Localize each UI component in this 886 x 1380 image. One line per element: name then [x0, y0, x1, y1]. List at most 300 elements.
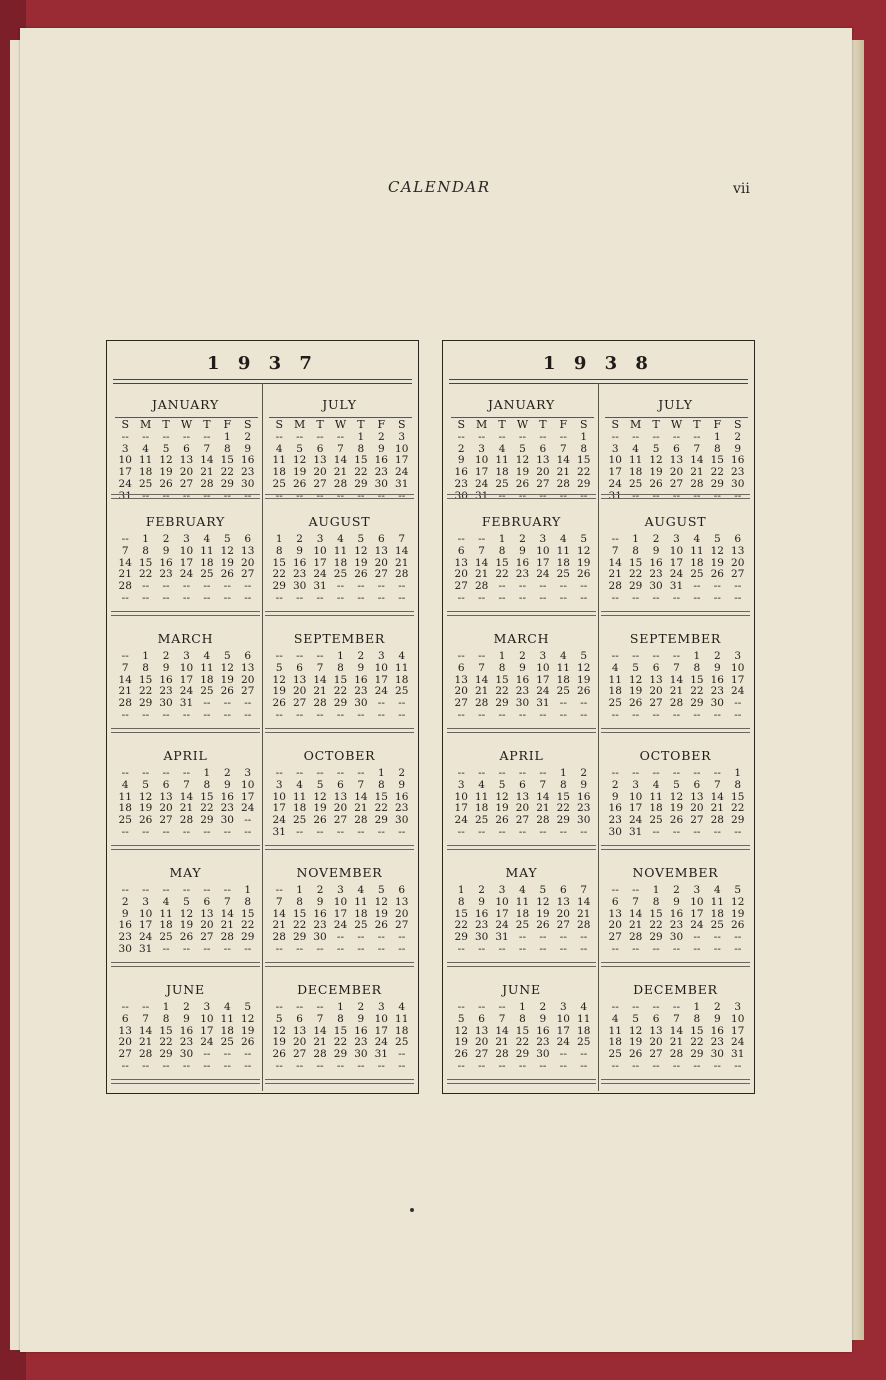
day-cell: 17 — [333, 907, 348, 920]
day-cell: 22 — [220, 466, 234, 479]
day-cell: 20 — [179, 466, 194, 479]
month-october — [601, 736, 750, 850]
month-august — [265, 502, 414, 616]
month-rule — [265, 494, 414, 499]
weekday-label: S — [275, 418, 283, 431]
day-cell: 22 — [333, 685, 348, 698]
month-name: JULY — [322, 397, 357, 412]
day-cell: 15 — [577, 454, 591, 467]
day-cell: -- — [336, 430, 345, 443]
day-cell: 21 — [179, 802, 194, 815]
day-cell: 6 — [457, 544, 465, 557]
month-july — [265, 385, 414, 502]
day-cell: -- — [182, 884, 191, 896]
day-cell: -- — [713, 931, 721, 944]
day-cell: 8 — [337, 1012, 344, 1025]
day-cell: 26 — [138, 814, 153, 827]
day-cell: 16 — [354, 673, 368, 686]
week-row — [451, 479, 594, 491]
month-day-grid — [451, 534, 594, 605]
day-cell: -- — [162, 489, 170, 502]
day-cell: -- — [457, 430, 465, 443]
day-cell: 14 — [272, 907, 286, 920]
day-cell: 29 — [710, 477, 724, 490]
day-cell: 12 — [731, 895, 745, 908]
month-day-grid — [605, 885, 748, 956]
day-cell: -- — [162, 580, 170, 593]
month-rule — [111, 728, 260, 733]
day-cell: 16 — [159, 673, 173, 686]
day-cell: -- — [121, 533, 129, 545]
day-cell: -- — [223, 697, 231, 710]
day-cell: 6 — [377, 533, 385, 545]
day-cell: -- — [357, 580, 365, 593]
day-cell: -- — [734, 697, 742, 710]
month-rule — [601, 728, 750, 733]
weekday-label: M — [140, 418, 152, 431]
month-name: DECEMBER — [633, 982, 718, 997]
day-cell: -- — [336, 825, 345, 838]
day-cell: 10 — [731, 1012, 745, 1025]
day-cell: -- — [611, 650, 619, 662]
day-cell: 15 — [333, 1024, 348, 1037]
day-cell: 16 — [354, 1024, 368, 1037]
day-cell: 22 — [556, 802, 570, 815]
day-cell: 3 — [734, 650, 742, 662]
day-cell: 16 — [649, 556, 663, 569]
day-cell: -- — [121, 591, 129, 604]
day-cell: 22 — [292, 919, 307, 932]
day-cell: 25 — [292, 814, 307, 827]
week-row — [115, 663, 258, 675]
week-row — [269, 432, 412, 444]
day-cell: 5 — [580, 650, 588, 662]
month-august — [601, 502, 750, 616]
day-cell: -- — [457, 650, 465, 662]
day-cell: 20 — [536, 466, 550, 479]
day-cell: -- — [498, 825, 506, 838]
day-cell: 11 — [272, 454, 286, 467]
day-cell: 22 — [495, 568, 509, 581]
day-cell: -- — [142, 489, 150, 502]
day-cell: 26 — [731, 919, 745, 932]
day-cell: -- — [377, 942, 385, 955]
day-cell: 21 — [536, 802, 550, 815]
day-cell: 20 — [292, 685, 307, 698]
day-cell: 19 — [159, 466, 173, 479]
day-cell: -- — [498, 942, 506, 955]
day-cell: 15 — [200, 790, 214, 803]
day-cell: 10 — [272, 790, 286, 803]
day-cell: 6 — [337, 778, 344, 791]
month-name: FEBRUARY — [145, 514, 226, 529]
day-cell: 6 — [183, 442, 190, 455]
day-cell: 2 — [223, 767, 231, 779]
day-cell: 8 — [162, 1012, 170, 1025]
day-cell: 26 — [669, 814, 684, 827]
day-cell: 12 — [138, 790, 153, 803]
day-cell: 19 — [354, 556, 368, 569]
day-cell: 17 — [179, 556, 194, 569]
day-cell: 19 — [272, 1036, 286, 1049]
day-cell: -- — [244, 825, 252, 838]
day-cell: 4 — [693, 533, 701, 545]
day-cell: 26 — [536, 919, 550, 932]
day-cell: 28 — [474, 697, 489, 710]
weekday-label: T — [203, 418, 211, 431]
week-row — [269, 780, 412, 792]
day-cell: 3 — [693, 884, 701, 896]
day-cell: 3 — [398, 430, 406, 443]
day-cell: -- — [316, 942, 324, 955]
day-cell: -- — [518, 489, 527, 502]
day-cell: -- — [336, 942, 345, 955]
day-cell: 11 — [200, 661, 214, 674]
day-cell: -- — [182, 580, 191, 593]
day-cell: 15 — [556, 790, 570, 803]
day-cell: 26 — [577, 685, 591, 698]
day-cell: 26 — [495, 814, 509, 827]
day-cell: 3 — [673, 533, 680, 545]
day-cell: 1 — [652, 884, 660, 896]
day-cell: 29 — [515, 1048, 530, 1061]
day-cell: 2 — [377, 430, 385, 443]
day-cell: -- — [672, 942, 681, 955]
weekday-label: S — [733, 418, 742, 431]
week-row — [269, 593, 412, 605]
day-cell: 3 — [457, 778, 465, 791]
day-cell: 29 — [333, 697, 348, 710]
day-cell: -- — [142, 1001, 150, 1013]
day-cell: 17 — [374, 673, 388, 686]
day-cell: -- — [203, 708, 211, 721]
day-cell: 16 — [220, 790, 234, 803]
day-cell: -- — [457, 591, 465, 604]
day-cell: 3 — [734, 1001, 742, 1013]
day-cell: -- — [182, 942, 191, 955]
weekday-label: T — [539, 418, 547, 431]
day-cell: -- — [713, 825, 721, 838]
day-cell: 3 — [316, 533, 324, 545]
day-cell: 24 — [241, 802, 255, 815]
day-cell: 21 — [628, 919, 643, 932]
day-cell: 17 — [608, 466, 622, 479]
day-cell: 4 — [357, 884, 365, 896]
day-cell: 6 — [398, 884, 406, 896]
day-cell: -- — [336, 489, 345, 502]
day-cell: 16 — [474, 907, 489, 920]
day-cell: 30 — [474, 931, 489, 944]
day-cell: 27 — [292, 1048, 307, 1061]
day-cell: 1 — [498, 650, 506, 662]
day-cell: -- — [611, 767, 619, 779]
day-cell: -- — [296, 767, 304, 779]
day-cell: 16 — [179, 1024, 194, 1037]
day-cell: 18 — [556, 556, 570, 569]
day-cell: 17 — [669, 556, 684, 569]
day-cell: 14 — [669, 1024, 684, 1037]
day-cell: 15 — [138, 556, 153, 569]
day-cell: 26 — [454, 1048, 468, 1061]
day-cell: 16 — [515, 673, 530, 686]
day-cell: -- — [734, 708, 742, 721]
weekday-label: W — [180, 418, 193, 431]
day-cell: 10 — [628, 790, 643, 803]
month-name: JANUARY — [487, 397, 556, 412]
day-cell: 16 — [159, 556, 173, 569]
day-cell: -- — [632, 708, 640, 721]
day-cell: 30 — [577, 814, 591, 827]
day-cell: 24 — [395, 466, 409, 479]
day-cell: 23 — [354, 1036, 368, 1049]
day-cell: -- — [275, 767, 283, 779]
day-cell: -- — [672, 1059, 681, 1072]
week-row — [269, 546, 412, 558]
day-cell: 17 — [272, 802, 286, 815]
day-cell: 4 — [203, 650, 211, 662]
day-cell: -- — [652, 1059, 660, 1072]
day-cell: -- — [672, 650, 681, 662]
day-cell: 11 — [292, 790, 307, 803]
weekday-label: S — [457, 418, 465, 431]
day-cell: 31 — [179, 697, 194, 710]
day-cell: 23 — [395, 802, 409, 815]
day-cell: 9 — [611, 790, 619, 803]
day-cell: 29 — [354, 477, 368, 490]
day-cell: -- — [336, 767, 345, 779]
day-cell: 5 — [357, 533, 365, 545]
day-cell: -- — [652, 650, 660, 662]
month-day-grid — [605, 417, 748, 503]
day-cell: -- — [142, 430, 150, 443]
day-cell: 3 — [478, 442, 485, 455]
day-cell: -- — [672, 489, 681, 502]
day-cell: 27 — [474, 1048, 489, 1061]
day-cell: 31 — [374, 1048, 388, 1061]
day-cell: 1 — [457, 884, 465, 896]
day-cell: 14 — [669, 673, 684, 686]
day-cell: 3 — [498, 884, 506, 896]
day-cell: -- — [244, 580, 252, 593]
day-cell: 1 — [162, 1001, 170, 1013]
day-cell: -- — [142, 767, 150, 779]
day-cell: 23 — [536, 1036, 550, 1049]
day-cell: 6 — [121, 1012, 129, 1025]
day-cell: 12 — [628, 1024, 643, 1037]
day-cell: 18 — [608, 1036, 622, 1049]
day-cell: 9 — [377, 442, 385, 455]
day-cell: 4 — [398, 1001, 406, 1013]
day-cell: 6 — [457, 661, 465, 674]
day-cell: 10 — [536, 544, 550, 557]
day-cell: 21 — [577, 907, 591, 920]
month-name: DECEMBER — [297, 982, 382, 997]
day-cell: 1 — [244, 884, 252, 896]
day-cell: 31 — [272, 825, 286, 838]
day-cell: 22 — [710, 466, 724, 479]
day-cell: 6 — [162, 778, 170, 791]
day-cell: 26 — [577, 568, 591, 581]
day-cell: 7 — [498, 1012, 506, 1025]
day-cell: 10 — [118, 454, 132, 467]
day-cell: 8 — [244, 895, 252, 908]
day-cell: 16 — [669, 907, 684, 920]
day-cell: -- — [275, 650, 283, 662]
day-cell: 23 — [118, 931, 132, 944]
day-cell: 27 — [313, 477, 327, 490]
day-cell: 21 — [710, 802, 724, 815]
day-cell: -- — [713, 942, 721, 955]
day-cell: -- — [652, 942, 660, 955]
day-cell: 2 — [316, 884, 324, 896]
day-cell: -- — [457, 708, 465, 721]
day-cell: 22 — [628, 568, 643, 581]
day-cell: -- — [162, 767, 170, 779]
day-cell: -- — [580, 708, 588, 721]
day-cell: 20 — [556, 907, 570, 920]
day-cell: 7 — [478, 661, 485, 674]
day-cell: 16 — [577, 790, 591, 803]
day-cell: -- — [182, 825, 191, 838]
day-cell: -- — [559, 697, 567, 710]
day-cell: -- — [296, 1001, 304, 1013]
day-cell: 28 — [118, 697, 132, 710]
day-cell: 28 — [220, 931, 234, 944]
day-cell: 5 — [296, 442, 303, 455]
day-cell: 28 — [313, 697, 327, 710]
day-cell: 3 — [183, 533, 190, 545]
day-cell: 8 — [377, 778, 385, 791]
day-cell: 14 — [354, 790, 368, 803]
month-september — [265, 619, 414, 733]
day-cell: 17 — [474, 466, 489, 479]
day-cell: 6 — [652, 661, 660, 674]
day-cell: 3 — [142, 895, 149, 908]
day-cell: -- — [244, 708, 252, 721]
month-rule — [265, 845, 414, 850]
day-cell: 16 — [374, 454, 388, 467]
day-cell: 24 — [690, 919, 704, 932]
day-cell: 3 — [244, 767, 252, 779]
month-day-grid — [605, 651, 748, 722]
day-cell: 18 — [690, 556, 704, 569]
day-cell: -- — [713, 489, 721, 502]
day-cell: -- — [275, 430, 283, 443]
month-day-grid — [115, 768, 258, 839]
day-cell: -- — [223, 825, 231, 838]
day-cell: 21 — [474, 568, 489, 581]
day-cell: -- — [357, 591, 365, 604]
day-cell: 7 — [223, 895, 231, 908]
day-cell: -- — [632, 430, 640, 443]
day-cell: 18 — [272, 466, 286, 479]
day-cell: -- — [478, 1001, 486, 1013]
week-row — [115, 710, 258, 722]
day-cell: 1 — [223, 430, 231, 443]
day-cell: -- — [611, 591, 619, 604]
day-cell: -- — [223, 1059, 231, 1072]
day-cell: 17 — [200, 1024, 214, 1037]
day-cell: 1 — [734, 767, 742, 779]
day-cell: 11 — [395, 661, 409, 674]
day-cell: 12 — [710, 544, 724, 557]
day-cell: 2 — [519, 650, 526, 662]
day-cell: 13 — [159, 790, 173, 803]
day-cell: 6 — [316, 442, 324, 455]
day-cell: 15 — [374, 790, 388, 803]
day-cell: 28 — [608, 580, 622, 593]
day-cell: -- — [316, 430, 324, 443]
day-cell: 17 — [454, 802, 468, 815]
weekday-header — [605, 417, 748, 431]
day-cell: 24 — [200, 1036, 214, 1049]
column-divider — [262, 383, 263, 1091]
day-cell: 16 — [536, 1024, 550, 1037]
day-cell: 25 — [272, 477, 286, 490]
day-cell: 12 — [159, 454, 173, 467]
day-cell: 29 — [495, 697, 509, 710]
day-cell: 21 — [118, 685, 132, 698]
day-cell: 28 — [354, 814, 368, 827]
day-cell: -- — [357, 931, 365, 944]
day-cell: 19 — [649, 466, 663, 479]
day-cell: 8 — [580, 442, 588, 455]
day-cell: 13 — [669, 454, 684, 467]
day-cell: 3 — [183, 650, 190, 662]
day-cell: 20 — [474, 1036, 489, 1049]
month-rule — [601, 494, 750, 499]
day-cell: -- — [457, 767, 465, 779]
day-cell: -- — [498, 1001, 506, 1013]
month-day-grid — [605, 768, 748, 839]
day-cell: 29 — [690, 697, 704, 710]
day-cell: 16 — [608, 802, 622, 815]
day-cell: -- — [478, 591, 486, 604]
day-cell: 26 — [354, 568, 368, 581]
day-cell: 8 — [142, 544, 149, 557]
day-cell: -- — [203, 697, 211, 710]
day-cell: -- — [559, 825, 567, 838]
day-cell: 29 — [159, 1048, 173, 1061]
week-row — [605, 593, 748, 605]
day-cell: 11 — [710, 895, 724, 908]
day-cell: -- — [182, 708, 191, 721]
day-cell: 30 — [669, 931, 684, 944]
day-cell: -- — [734, 942, 742, 955]
day-cell: 23 — [159, 685, 173, 698]
day-cell: 4 — [121, 778, 129, 791]
day-cell: 20 — [454, 568, 468, 581]
day-cell: 22 — [454, 919, 468, 932]
day-cell: 22 — [241, 919, 255, 932]
day-cell: 28 — [179, 814, 194, 827]
day-cell: 7 — [580, 884, 588, 896]
weekday-label: M — [294, 418, 306, 431]
day-cell: 8 — [498, 544, 506, 557]
day-cell: 2 — [357, 1001, 365, 1013]
day-cell: 28 — [628, 931, 643, 944]
month-day-grid — [605, 534, 748, 605]
day-cell: 22 — [138, 685, 153, 698]
day-cell: 13 — [374, 544, 388, 557]
day-cell: 12 — [272, 1024, 286, 1037]
month-day-grid — [115, 1002, 258, 1073]
day-cell: 8 — [693, 661, 701, 674]
day-cell: 21 — [395, 556, 409, 569]
day-cell: -- — [559, 708, 567, 721]
day-cell: 12 — [649, 454, 663, 467]
day-cell: -- — [296, 1059, 304, 1072]
